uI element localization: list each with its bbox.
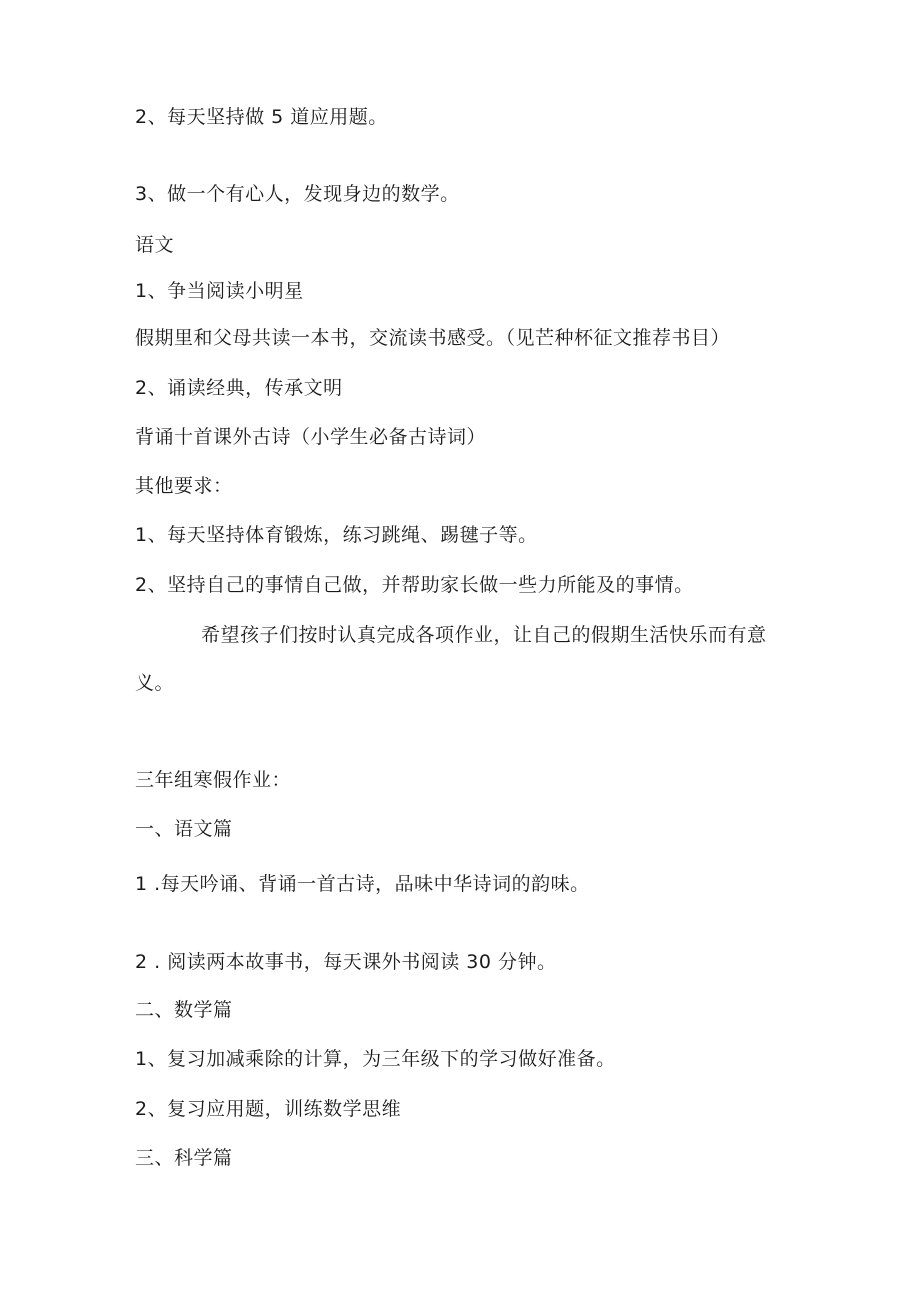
grade3-math-item-2: 2、复习应用题，训练数学思维 (135, 1098, 402, 1120)
chinese-item-2-body: 背诵十首课外古诗（小学生必备古诗词） (135, 426, 487, 448)
grade3-chinese-item-1: 1 .每天吟诵、背诵一首古诗，品味中华诗词的韵味。 (135, 873, 590, 895)
chinese-item-2-title: 2、诵读经典，传承文明 (135, 377, 343, 399)
chinese-heading: 语文 (135, 234, 175, 256)
grade3-math-item-1: 1、复习加减乘除的计算，为三年级下的学习做好准备。 (135, 1048, 616, 1070)
chinese-item-1-title: 1、争当阅读小明星 (135, 280, 304, 302)
other-item-2: 2、坚持自己的事情自己做，并帮助家长做一些力所能及的事情。 (135, 574, 694, 596)
closing-line-1: 希望孩子们按时认真完成各项作业，让自己的假期生活快乐而有意 (201, 624, 767, 646)
grade3-math-heading: 二、数学篇 (135, 999, 233, 1021)
grade3-chinese-item-2: 2 . 阅读两本故事书，每天课外书阅读 30 分钟。 (135, 951, 557, 973)
math-item-3: 3、做一个有心人，发现身边的数学。 (135, 183, 460, 205)
grade3-science-heading: 三、科学篇 (135, 1147, 233, 1169)
closing-line-2: 义。 (135, 672, 175, 694)
grade3-title: 三年组寒假作业： (135, 769, 292, 791)
grade3-chinese-heading: 一、语文篇 (135, 818, 233, 840)
other-item-1: 1、每天坚持体育锻炼，练习跳绳、踢毽子等。 (135, 524, 538, 546)
chinese-item-1-body: 假期里和父母共读一本书，交流读书感受。（见芒种杯征文推荐书目） (135, 327, 731, 349)
other-heading: 其他要求： (135, 475, 233, 497)
math-item-2: 2、每天坚持做 5 道应用题。 (135, 106, 388, 128)
